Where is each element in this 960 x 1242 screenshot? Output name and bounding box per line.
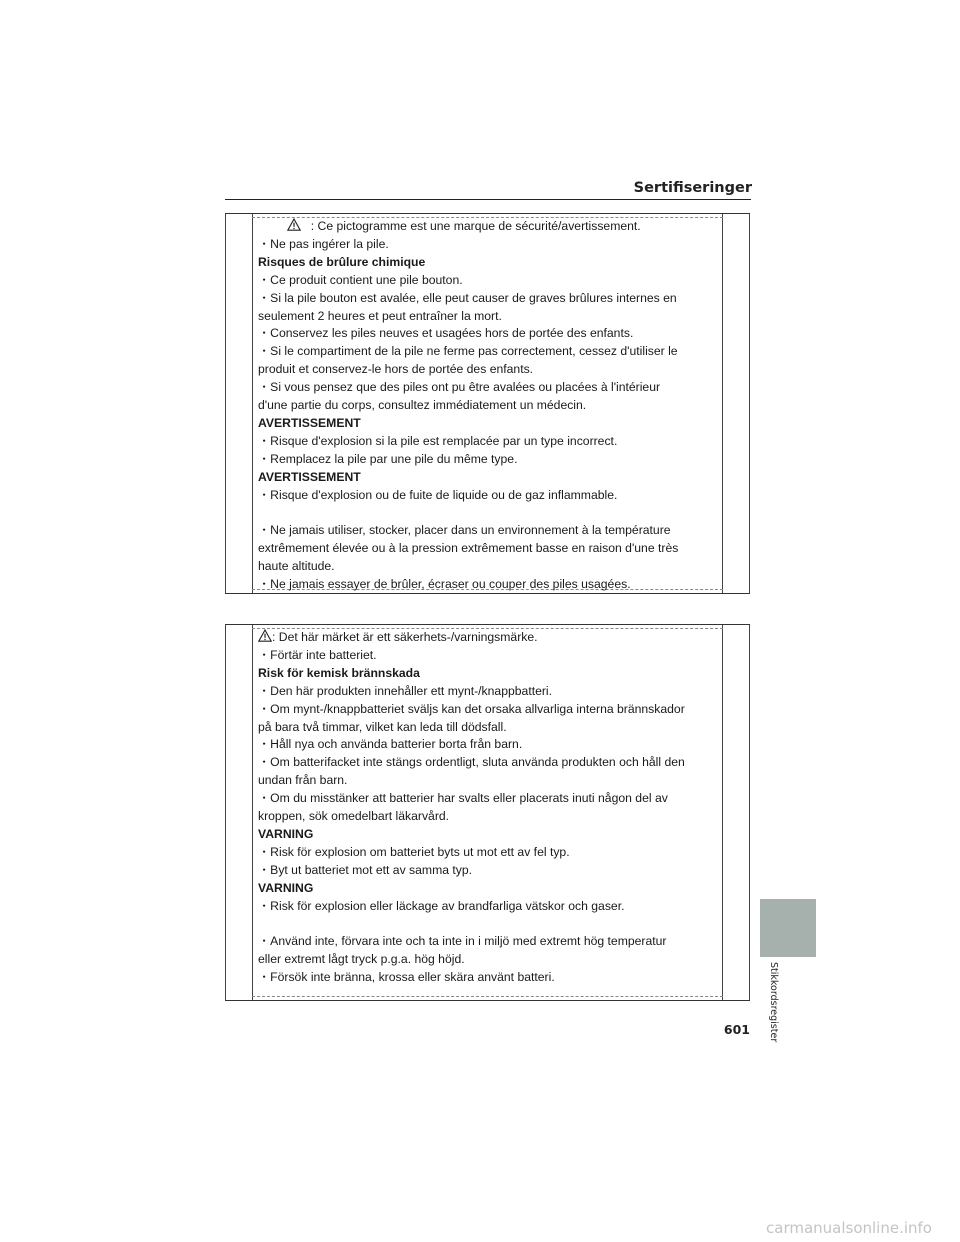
text-line: ・Försök inte bränna, krossa eller skära använt batteri. xyxy=(258,970,555,985)
icon-caption-line xyxy=(258,218,720,236)
text-line: eller extremt lågt tryck p.g.a. hög höjd. xyxy=(258,952,465,967)
text-line: ・Risk för explosion eller läckage av brandfarliga vätskor och gaser. xyxy=(258,898,625,913)
text-line: ・Risk för explosion om batteriet byts ut mot ett av fel typ. xyxy=(258,844,570,859)
frame-line xyxy=(722,625,723,1000)
warning-triangle-icon xyxy=(258,629,272,642)
section-heading: Risk för kemisk brännskada xyxy=(258,665,420,680)
header-rule xyxy=(225,199,751,200)
text-line: ・Ce produit contient une pile bouton. xyxy=(258,272,463,287)
text-line: ・Ne jamais essayer de brûler, écraser ou couper des piles usagées. xyxy=(258,577,631,592)
text-line: ・Om mynt-/knappbatteriet sväljs kan det orsaka allvarliga interna brännskador xyxy=(258,701,685,716)
text-line: ・Risque d'explosion ou de fuite de liquide ou de gaz inflammable. xyxy=(258,487,618,502)
warning-triangle-icon xyxy=(287,218,301,231)
icon-caption-line xyxy=(258,629,720,647)
frame-line xyxy=(749,214,750,593)
text-line: seulement 2 heures et peut entraîner la mort. xyxy=(258,308,502,323)
text-line: ・Byt ut batteriet mot ett av samma typ. xyxy=(258,862,473,877)
text-line: d'une partie du corps, consultez immédiatement un médecin. xyxy=(258,398,587,413)
text-line: ・Ne jamais utiliser, stocker, placer dans un environnement à la température xyxy=(258,523,671,538)
icon-caption: : Ce pictogramme est une marque de sécurité/avertissement. xyxy=(310,219,641,233)
text-line: ・Förtär inte batteriet. xyxy=(258,647,377,662)
index-section-tab xyxy=(760,899,816,957)
text-line: haute altitude. xyxy=(258,559,335,574)
frame-line xyxy=(252,214,253,593)
text-line: ・Si le compartiment de la pile ne ferme pas correctement, cessez d'utiliser le xyxy=(258,344,678,359)
text-line: ・Om batterifacket inte stängs ordentligt, sluta använda produkten och håll den xyxy=(258,755,685,770)
frame-line xyxy=(252,625,253,1000)
text-line: extrêmement élevée ou à la pression extrêmement basse en raison d'une très xyxy=(258,541,679,556)
frame-line xyxy=(225,625,226,1000)
blank-line xyxy=(258,916,720,934)
label-text xyxy=(258,629,720,987)
text-line: ・Remplacez la pile par une pile du même type. xyxy=(258,451,518,466)
frame-line xyxy=(225,214,226,593)
text-line: ・Den här produkten innehåller ett mynt-/knappbatteri. xyxy=(258,683,553,698)
text-line: ・Conservez les piles neuves et usagées hors de portée des enfants. xyxy=(258,326,634,341)
frame-line xyxy=(749,625,750,1000)
site-watermark: carmanualsonline.info xyxy=(766,1219,932,1237)
label-text xyxy=(258,218,720,594)
section-title: Sertifiseringer xyxy=(633,180,752,196)
battery-warning-label-fr xyxy=(225,213,750,594)
warning-heading: AVERTISSEMENT xyxy=(258,469,361,484)
text-line: ・Si vous pensez que des piles ont pu être avalées ou placées à l'intérieur xyxy=(258,380,661,395)
text-line: undan från barn. xyxy=(258,773,348,788)
battery-warning-label-sv xyxy=(225,624,750,1001)
warning-heading: AVERTISSEMENT xyxy=(258,415,361,430)
page-number: 601 xyxy=(723,1022,750,1037)
warning-heading: VARNING xyxy=(258,826,314,841)
dashed-border xyxy=(252,996,723,997)
text-line: ・Ne pas ingérer la pile. xyxy=(258,236,389,251)
text-line: ・Om du misstänker att batterier har svalts eller placerats inuti någon del av xyxy=(258,791,668,806)
frame-line xyxy=(722,214,723,593)
section-heading: Risques de brûlure chimique xyxy=(258,254,426,269)
text-line: produit et conservez-le hors de portée des enfants. xyxy=(258,362,534,377)
text-line: på bara två timmar, vilket kan leda till dödsfall. xyxy=(258,719,507,734)
text-line: ・Använd inte, förvara inte och ta inte in i miljö med extremt hög temperatur xyxy=(258,934,667,949)
text-line: ・Håll nya och använda batterier borta från barn. xyxy=(258,737,523,752)
text-line: kroppen, sök omedelbart läkarvård. xyxy=(258,809,450,824)
blank-line xyxy=(258,505,720,523)
icon-caption: : Det här märket är ett säkerhets-/varningsmärke. xyxy=(272,630,538,644)
index-section-label: Stikkordsregister xyxy=(768,962,779,1043)
text-line: ・Si la pile bouton est avalée, elle peut causer de graves brûlures internes en xyxy=(258,290,677,305)
warning-heading: VARNING xyxy=(258,880,314,895)
text-line: ・Risque d'explosion si la pile est remplacée par un type incorrect. xyxy=(258,433,618,448)
